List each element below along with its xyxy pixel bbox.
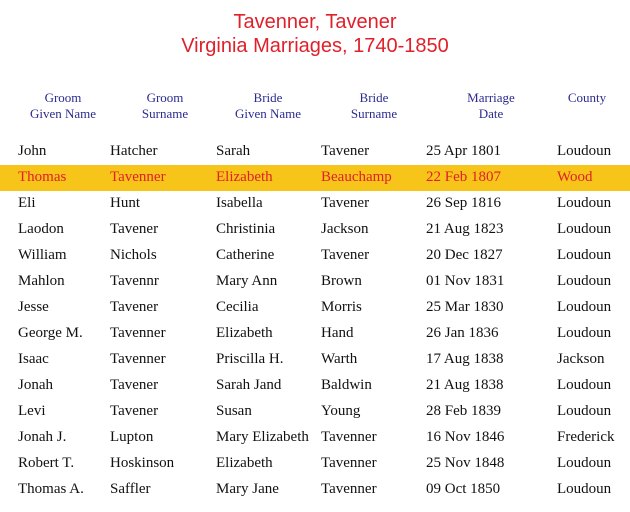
cell-groom-given-name: Levi xyxy=(18,403,46,419)
cell-groom-surname: Nichols xyxy=(110,247,157,263)
cell-groom-surname: Tavenner xyxy=(110,169,166,185)
header-line: Bride xyxy=(359,90,389,105)
cell-bride-surname: Morris xyxy=(321,299,362,315)
cell-marriage-date: 25 Nov 1848 xyxy=(426,455,505,471)
marriage-table-body xyxy=(0,139,630,503)
cell-groom-surname: Tavennr xyxy=(110,273,159,289)
cell-county: Loudoun xyxy=(557,403,612,419)
table-header xyxy=(0,90,630,124)
table-row xyxy=(0,399,630,425)
cell-groom-given-name: Jonah J. xyxy=(18,429,67,445)
table-row xyxy=(0,139,630,165)
cell-county: Loudoun xyxy=(557,325,612,341)
cell-marriage-date: 25 Mar 1830 xyxy=(426,299,504,315)
cell-marriage-date: 26 Sep 1816 xyxy=(426,195,501,211)
cell-bride-given-name: Catherine xyxy=(216,247,275,263)
cell-groom-surname: Tavener xyxy=(110,299,159,315)
header-line: Marriage xyxy=(467,90,515,105)
cell-marriage-date: 21 Aug 1838 xyxy=(426,377,504,393)
cell-groom-given-name: Jesse xyxy=(18,299,49,315)
cell-county: Loudoun xyxy=(557,455,612,471)
cell-bride-given-name: Mary Jane xyxy=(216,481,279,497)
header-line: Date xyxy=(478,106,504,121)
title-line-1: Tavenner, Tavener xyxy=(233,11,397,33)
header-line: Groom xyxy=(146,90,184,105)
table-row xyxy=(0,477,630,503)
cell-county: Loudoun xyxy=(557,143,612,159)
cell-bride-surname: Warth xyxy=(321,351,358,367)
cell-bride-surname: Tavener xyxy=(321,143,370,159)
cell-groom-surname: Saffler xyxy=(110,481,151,497)
header-line: Surname xyxy=(141,106,189,121)
cell-groom-surname: Tavener xyxy=(110,221,159,237)
table-row xyxy=(0,321,630,347)
table-row xyxy=(0,269,630,295)
cell-county: Loudoun xyxy=(557,247,612,263)
cell-bride-surname: Tavener xyxy=(321,195,370,211)
cell-groom-given-name: Thomas A. xyxy=(18,481,84,497)
cell-bride-given-name: Elizabeth xyxy=(216,325,273,341)
cell-groom-given-name: William xyxy=(18,247,67,263)
cell-marriage-date: 26 Jan 1836 xyxy=(426,325,499,341)
cell-groom-given-name: Robert T. xyxy=(18,455,75,471)
cell-bride-given-name: Elizabeth xyxy=(216,455,273,471)
table-row-highlighted xyxy=(0,165,630,191)
cell-bride-surname: Baldwin xyxy=(321,377,372,393)
header-line: Bride xyxy=(253,90,283,105)
cell-marriage-date: 20 Dec 1827 xyxy=(426,247,503,263)
cell-bride-surname: Tavenner xyxy=(321,429,377,445)
cell-bride-given-name: Isabella xyxy=(216,195,263,211)
table-row xyxy=(0,425,630,451)
cell-county: Loudoun xyxy=(557,481,612,497)
cell-groom-surname: Lupton xyxy=(110,429,154,445)
cell-county: Loudoun xyxy=(557,221,612,237)
header-line: Groom xyxy=(44,90,82,105)
cell-groom-given-name: Jonah xyxy=(18,377,53,393)
cell-marriage-date: 17 Aug 1838 xyxy=(426,351,504,367)
cell-county: Jackson xyxy=(557,351,605,367)
cell-groom-given-name: Mahlon xyxy=(18,273,65,289)
cell-county: Wood xyxy=(557,169,593,185)
header-groom-given-name xyxy=(8,90,118,122)
cell-bride-surname: Tavenner xyxy=(321,455,377,471)
cell-bride-surname: Tavenner xyxy=(321,481,377,497)
cell-groom-surname: Tavenner xyxy=(110,325,166,341)
table-row xyxy=(0,217,630,243)
title-line-2: Virginia Marriages, 1740-1850 xyxy=(181,35,449,57)
cell-bride-given-name: Christinia xyxy=(216,221,276,237)
header-line: County xyxy=(567,90,607,105)
cell-county: Loudoun xyxy=(557,377,612,393)
cell-bride-given-name: Mary Elizabeth xyxy=(216,429,309,445)
cell-bride-given-name: Cecilia xyxy=(216,299,259,315)
cell-county: Frederick xyxy=(557,429,615,445)
cell-marriage-date: 22 Feb 1807 xyxy=(426,169,501,185)
cell-bride-surname: Beauchamp xyxy=(321,169,392,185)
cell-bride-given-name: Mary Ann xyxy=(216,273,278,289)
cell-marriage-date: 16 Nov 1846 xyxy=(426,429,505,445)
cell-groom-surname: Hunt xyxy=(110,195,140,211)
header-county xyxy=(542,90,630,106)
header-marriage-date xyxy=(436,90,546,122)
cell-groom-surname: Hoskinson xyxy=(110,455,175,471)
cell-groom-given-name: George M. xyxy=(18,325,83,341)
header-bride-surname xyxy=(319,90,429,122)
cell-county: Loudoun xyxy=(557,273,612,289)
cell-bride-given-name: Susan xyxy=(216,403,252,419)
header-line: Surname xyxy=(350,106,398,121)
cell-marriage-date: 09 Oct 1850 xyxy=(426,481,501,497)
cell-bride-given-name: Sarah xyxy=(216,143,251,159)
cell-groom-given-name: Laodon xyxy=(18,221,64,237)
cell-marriage-date: 28 Feb 1839 xyxy=(426,403,501,419)
cell-bride-surname: Young xyxy=(321,403,361,419)
table-row xyxy=(0,451,630,477)
cell-bride-given-name: Elizabeth xyxy=(216,169,273,185)
cell-bride-surname: Brown xyxy=(321,273,362,289)
table-row xyxy=(0,243,630,269)
header-line: Given Name xyxy=(234,106,302,121)
cell-groom-given-name: Thomas xyxy=(18,169,67,185)
header-line: Given Name xyxy=(29,106,97,121)
header-bride-given-name xyxy=(213,90,323,122)
header-groom-surname xyxy=(110,90,220,122)
table-row xyxy=(0,191,630,217)
cell-groom-surname: Tavener xyxy=(110,403,159,419)
cell-county: Loudoun xyxy=(557,195,612,211)
cell-groom-given-name: Eli xyxy=(18,195,36,211)
cell-groom-given-name: John xyxy=(18,143,47,159)
cell-groom-surname: Tavenner xyxy=(110,351,166,367)
cell-county: Loudoun xyxy=(557,299,612,315)
table-row xyxy=(0,347,630,373)
cell-bride-given-name: Priscilla H. xyxy=(216,351,284,367)
cell-marriage-date: 25 Apr 1801 xyxy=(426,143,501,159)
page-title xyxy=(0,10,630,58)
cell-bride-given-name: Sarah Jand xyxy=(216,377,282,393)
cell-bride-surname: Tavener xyxy=(321,247,370,263)
table-row xyxy=(0,373,630,399)
cell-groom-given-name: Isaac xyxy=(18,351,49,367)
cell-bride-surname: Hand xyxy=(321,325,354,341)
cell-marriage-date: 01 Nov 1831 xyxy=(426,273,505,289)
cell-groom-surname: Hatcher xyxy=(110,143,158,159)
table-row xyxy=(0,295,630,321)
cell-groom-surname: Tavener xyxy=(110,377,159,393)
cell-marriage-date: 21 Aug 1823 xyxy=(426,221,504,237)
cell-bride-surname: Jackson xyxy=(321,221,369,237)
